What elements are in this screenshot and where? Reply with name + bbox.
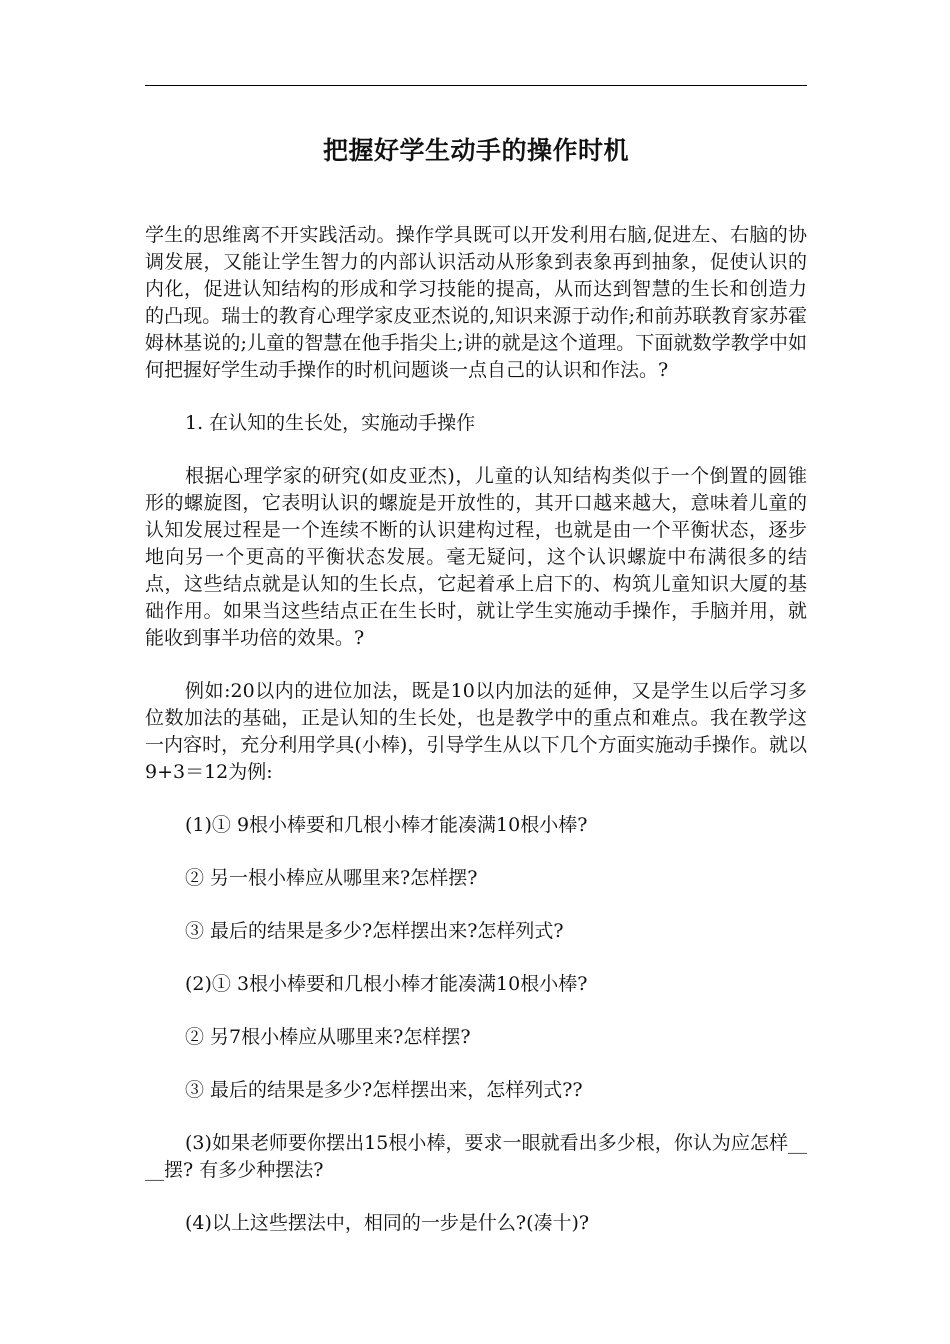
list-item: (4)以上这些摆法中，相同的一步是什么?(凑十)? (185, 1212, 590, 1234)
list-item: (3)如果老师要你摆出15根小棒，要求一眼就看出多少根，你认为应怎样____摆? 有多少种摆法? (145, 1132, 807, 1181)
section-heading: 1. 在认知的生长处，实施动手操作 (185, 412, 476, 434)
paragraph-theory: 根据心理学家的研究(如皮亚杰)，儿童的认知结构类似于一个倒置的圆锥形的螺旋图，它表明认识的螺旋是开放性的，其开口越来越大，意味着儿童的认知发展过程是一个连续不断的认识建构过程，也就是由一个平衡状态，逐步地向另一个更高的平衡状态发展。毫无疑问，这个认识螺旋中布满很多的结点，这些结点就是认知的生长点，它起着承上启下的、构筑儿童知识大厦的基础作用。如果当这些结点正在生长时，就让学生实施动手操作，手脑并用，就能收到事半功倍的效果。? (145, 465, 807, 649)
list-item: ② 另一根小棒应从哪里来?怎样摆? (185, 867, 478, 889)
paragraph-intro: 学生的思维离不开实践活动。操作学具既可以开发利用右脑,促进左、右脑的协调发展，又能让学生智力的内部认识活动从形象到表象再到抽象，促使认识的内化，促进认知结构的形成和学习技能的提高，从而达到智慧的生长和创造力的凸现。瑞士的教育心理学家皮亚杰说的,知识来源于动作;和前苏联教育家苏霍姆林基说的;儿童的智慧在他手指尖上;讲的就是这个道理。下面就数学教学中如何把握好学生动手操作的时机问题谈一点自己的认识和作法。? (145, 224, 807, 381)
document-body (145, 222, 807, 1263)
list-item: ③ 最后的结果是多少?怎样摆出来，怎样列式?? (185, 1079, 583, 1101)
list-item: ② 另7根小棒应从哪里来?怎样摆? (185, 1026, 471, 1048)
list-item: (1)① 9根小棒要和几根小棒才能凑满10根小棒? (185, 814, 588, 836)
list-item: ③ 最后的结果是多少?怎样摆出来?怎样列式? (185, 920, 564, 942)
paragraph-example: 例如:20以内的进位加法，既是10以内加法的延伸，又是学生以后学习多位数加法的基础，正是认知的生长处，也是教学中的重点和难点。我在教学这一内容时，充分利用学具(小棒)，引导学生从以下几个方面实施动手操作。就以9+3＝12为例: (145, 680, 807, 783)
document-page (145, 0, 807, 1344)
header-rule (145, 85, 807, 86)
document-title: 把握好学生动手的操作时机 (322, 136, 629, 165)
list-item: (2)① 3根小棒要和几根小棒才能凑满10根小棒? (185, 973, 588, 995)
